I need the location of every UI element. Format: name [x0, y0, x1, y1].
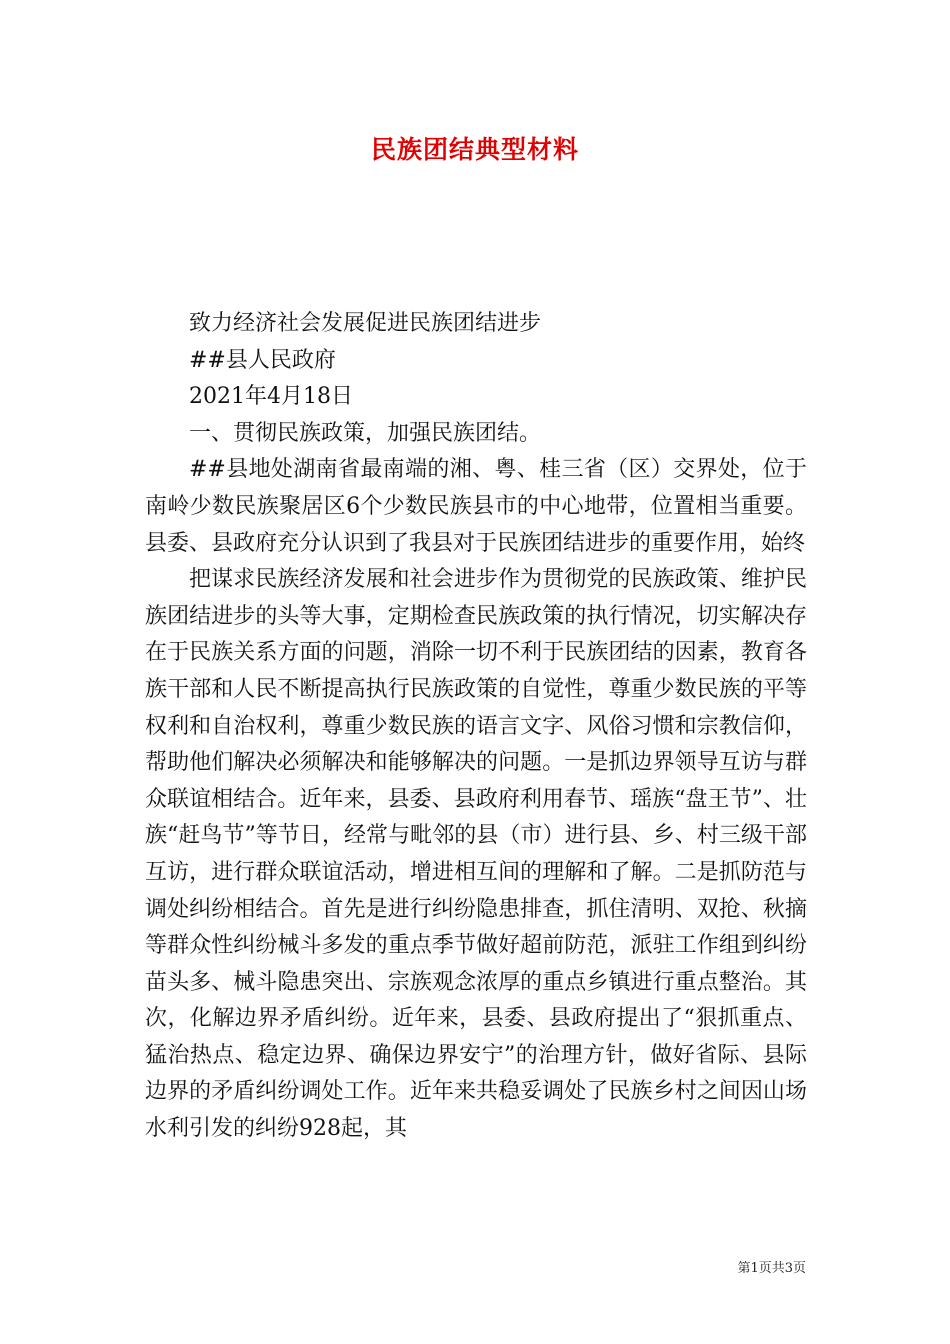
paragraph: 把谋求民族经济发展和社会进步作为贯彻党的民族政策、维护民族团结进步的头等大事，定期检查民族政策的执行情况，切实解决存在于民族关系方面的问题，消除一切不利于民族团结的因素，教育各族干部和人民不断提高执行民族政策的自觉性，尊重少数民族的平等权利和自治权利，尊重少数民族的语言文字、风俗习惯和宗教信仰，帮助他们解决必须解决和能够解决的问题。一是抓边界领导互访与群众联谊相结合。近年来，县委、县政府利用春节、瑶族“盘王节”、壮族“赶鸟节”等节日，经常与毗邻的县（市）进行县、乡、村三级干部互访，进行群众联谊活动，增进相互间的理解和了解。二是抓防范与调处纠纷相结合。首先是进行纠纷隐患排查，抓住清明、双抢、秋摘等群众性纠纷械斗多发的重点季节做好超前防范，派驻工作组到纠纷苗头多、械斗隐患突出、宗族观念浓厚的重点乡镇进行重点整治。其次，化解边界矛盾纠纷。近年来，县委、县政府提出了“狠抓重点、猛治热点、稳定边界、确保边界安宁”的治理方针，做好省际、县际边界的矛盾纠纷调处工作。近年来共稳妥调处了民族乡村之间因山场水利引发的纠纷928起，其 — [145, 567, 807, 1142]
paragraph: ##县地处湖南省最南端的湘、粤、桂三省（区）交界处，位于南岭少数民族聚居区6个少数民族县市的中心地带，位置相当重要。县委、县政府充分认识到了我县对于民族团结进步的重要作用，始终 — [145, 457, 807, 556]
page-number: 第1页共3页 — [737, 1261, 806, 1276]
document-date: 2021年4月18日 — [189, 384, 353, 410]
document-body — [145, 306, 807, 1148]
page-title: 民族团结典型材料 — [370, 135, 579, 164]
document-subtitle: 致力经济社会发展促进民族团结进步 — [189, 311, 542, 336]
section-heading: 一、贯彻民族政策，加强民族团结。 — [189, 420, 542, 446]
document-author: ##县人民政府 — [189, 347, 336, 373]
